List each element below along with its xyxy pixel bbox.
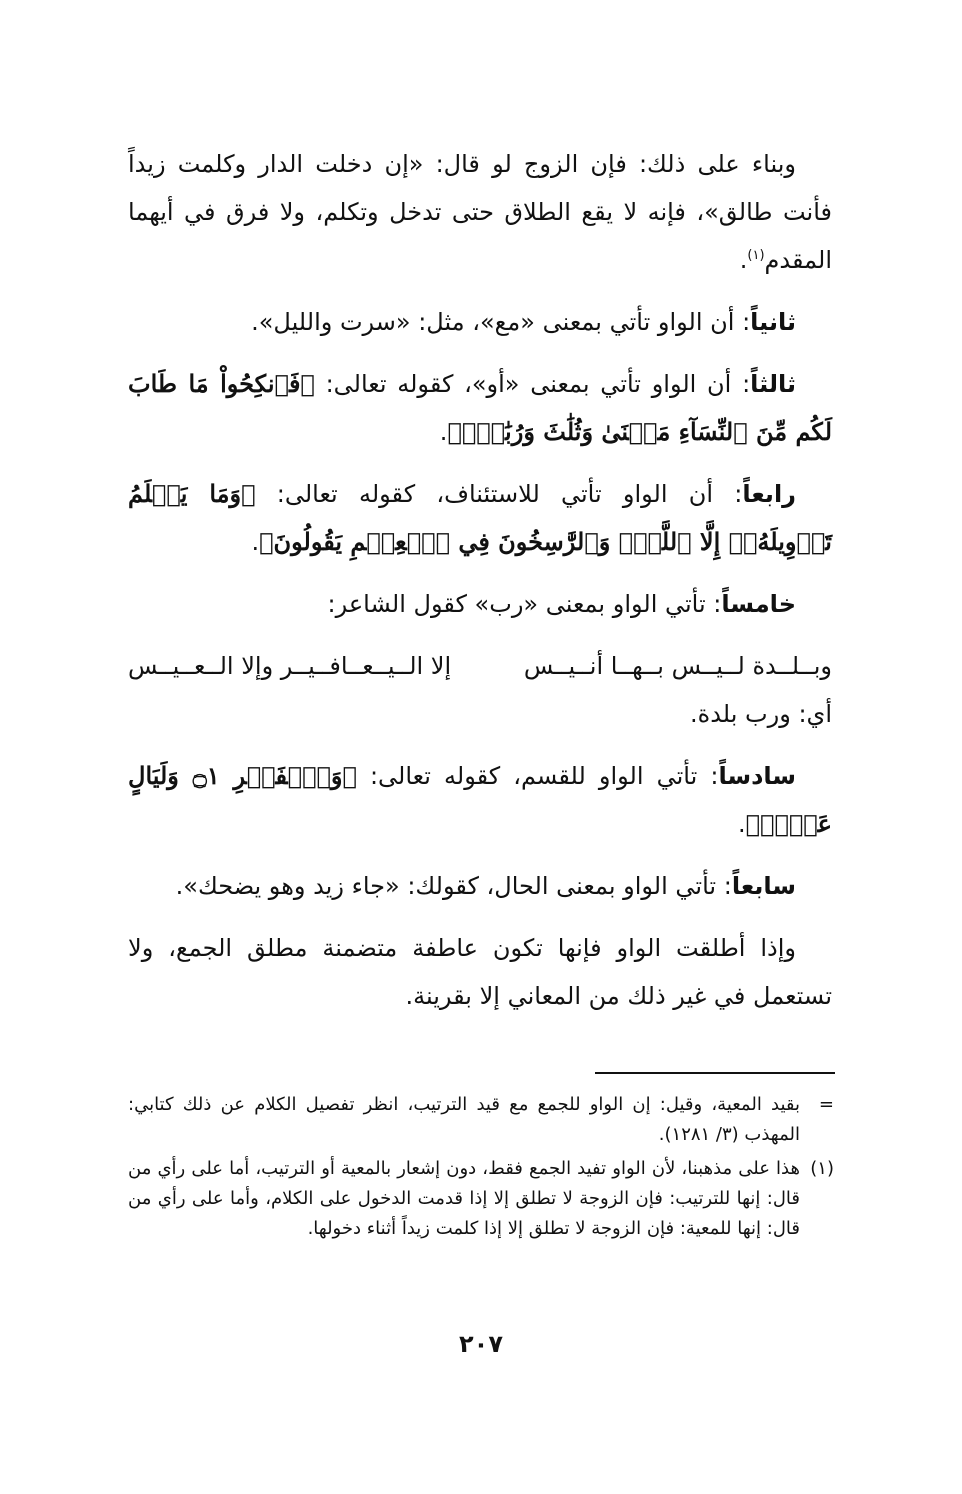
paragraph-end: . [251, 528, 260, 556]
paragraph-seventh-meaning [128, 862, 832, 910]
paragraph-text: : تأتي الواو بمعنى الحال، كقولك: «جاء زيد وهو يضحك». [175, 872, 732, 900]
footnote-divider [595, 1072, 835, 1074]
paragraph-fourth-meaning [128, 470, 832, 566]
footnote-mark: = [818, 1094, 834, 1115]
verse-first-hemistich: وبــلــدة لــيــس بــهــا أنــيــس [523, 652, 832, 680]
main-text [128, 140, 832, 1034]
verse-second-hemistich: إلا الــيــعــافــيــر وإلا الــعــيــس [128, 652, 452, 680]
footnotes [128, 1090, 834, 1248]
paragraph-text: : تأتي الواو بمعنى «رب» كقول الشاعر: [327, 590, 722, 618]
paragraph-text: : أن الواو تأتي بمعنى «مع»، مثل: «سرت والليل». [251, 308, 751, 336]
point-heading: ثالثاً [750, 370, 797, 398]
footnote-text: بقيد المعية، وقيل: إن الواو للجمع مع قيد الترتيب، انظر تفصيل الكلام عن ذلك كتابي: المهذب (٣/ ١٢٨١). [128, 1094, 800, 1145]
footnote-text: هذا على مذهبنا، لأن الواو تفيد الجمع فقط، دون إشعار بالمعية أو الترتيب، أما على رأي من قال: إنها للترتيب: فإن الزوجة لا تطلق إلا إذا قدمت الدخول على الكلام، وأما على رأي من قال: إنها للمعية: فإن الزوجة لا تطلق إلا إذا كلمت زيداً أثناء دخولها. [128, 1158, 800, 1239]
paragraph-text: : أن الواو تأتي بمعنى «أو»، كقوله تعالى: [314, 370, 751, 398]
footnote-continuation [128, 1090, 834, 1150]
paragraph-fifth-meaning [128, 580, 832, 628]
quran-verse: ﴿فَٱنكِحُواْ مَا طَابَ لَكُم مِّنَ ٱلنِّسَآءِ مَثۡنَىٰ وَثُلَٰثَ وَرُبَٰعَۖ﴾ [128, 369, 832, 446]
footnote-1 [128, 1154, 834, 1244]
paragraph-conclusion-example [128, 140, 832, 284]
paragraph-text: وبناء على ذلك: فإن الزوج لو قال: «إن دخلت الدار وكلمت زيداً فأنت طالق»، فإنه لا يقع الطلاق حتى تدخل وتكلم، ولا فرق في أيهما المقدم [128, 150, 832, 274]
paragraph-summary: وإذا أطلقت الواو فإنها تكون عاطفة متضمنة مطلق الجمع، ولا تستعمل في غير ذلك من المعاني إلا بقرينة. [128, 934, 832, 1010]
paragraph-text: : أن الواو تأتي للاستئناف، كقوله تعالى: [255, 480, 743, 508]
paragraph-sixth-meaning [128, 752, 832, 848]
point-heading: ثانياً [750, 308, 796, 336]
point-heading: سادساً [718, 762, 796, 790]
paragraph-second-meaning [128, 298, 832, 346]
paragraph-end: . [439, 418, 448, 446]
point-heading: رابعاً [742, 480, 796, 508]
verse-explanation: أي: ورب بلدة. [690, 700, 832, 728]
page-number: ٢٠٧ [459, 1330, 503, 1358]
quran-verse: ﴿وَٱلۡفَجۡرِ ۝١ وَلَيَالٍ عَشۡرٖ﴾ [128, 761, 832, 838]
quran-verse: ﴿وَمَا يَعۡلَمُ تَأۡوِيلَهُۥٓ إِلَّا ٱللَّهُۗ وَٱلرَّٰسِخُونَ فِي ٱلۡعِلۡمِ يَقُولُونَ﴾ [128, 479, 832, 556]
poetry-verse [128, 642, 832, 690]
paragraph-text: : تأتي الواو للقسم، كقوله تعالى: [356, 762, 719, 790]
paragraph-third-meaning [128, 360, 832, 456]
point-heading: سابعاً [731, 872, 796, 900]
footnote-mark: (١) [810, 1158, 834, 1179]
paragraph-end: . [739, 246, 748, 274]
footnote-reference: (١) [747, 248, 765, 263]
paragraph-end: . [738, 810, 746, 838]
point-heading: خامساً [721, 590, 796, 618]
